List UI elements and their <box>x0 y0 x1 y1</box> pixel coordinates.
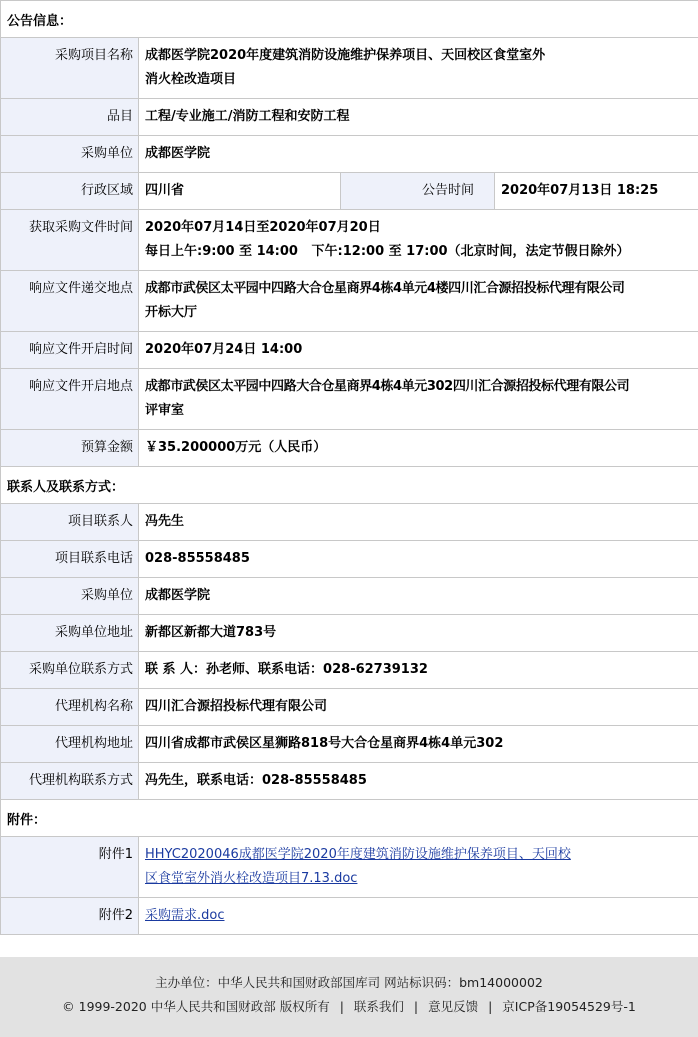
footer-separator: | <box>408 999 424 1014</box>
attachment-link-2[interactable]: 采购需求.doc <box>145 908 225 923</box>
project-name-label: 采购项目名称 <box>1 38 139 99</box>
contact-row <box>1 726 698 763</box>
contact-row <box>1 541 698 578</box>
footer-sponsor-line: 主办单位：中华人民共和国财政部国库司 网站标识码：bm14000002 <box>0 971 698 995</box>
row-budget <box>1 430 698 467</box>
region-value: 四川省 <box>139 173 341 210</box>
open-time-value: 2020年07月24日 14:00 <box>139 332 698 369</box>
project-name-value <box>139 38 698 99</box>
category-value: 工程/专业施工/消防工程和安防工程 <box>139 99 698 136</box>
open-place-line2: 评审室 <box>145 399 692 423</box>
submit-place-line2: 开标大厅 <box>145 301 692 325</box>
contact-label: 采购单位联系方式 <box>1 652 139 689</box>
row-region-time <box>1 173 698 210</box>
footer-separator: | <box>334 999 350 1014</box>
footer-feedback-link[interactable]: 意见反馈 <box>428 999 478 1014</box>
attachment-link-2-cell <box>139 898 698 935</box>
obtain-time-line2: 每日上午:9:00 至 14:00 下午:12:00 至 17:00（北京时间，法定节假日除外） <box>145 240 692 264</box>
row-purchaser <box>1 136 698 173</box>
attachment-label: 附件1 <box>1 837 139 898</box>
row-project-name <box>1 38 698 99</box>
site-footer <box>0 957 698 1037</box>
contact-label: 项目联系电话 <box>1 541 139 578</box>
open-place-line1: 成都市武侯区太平园中四路大合仓星商界4栋4单元302四川汇合源招投标代理有限公司 <box>145 375 692 399</box>
footer-copyright: © 1999-2020 中华人民共和国财政部 版权所有 <box>62 999 330 1014</box>
attachment-label: 附件2 <box>1 898 139 935</box>
contact-value: 成都医学院 <box>139 578 698 615</box>
contact-label: 代理机构名称 <box>1 689 139 726</box>
contact-row <box>1 615 698 652</box>
project-name-line2: 消火栓改造项目 <box>145 68 692 92</box>
open-place-label: 响应文件开启地点 <box>1 369 139 430</box>
attachments-section-title: 附件： <box>1 800 698 837</box>
purchaser-value: 成都医学院 <box>139 136 698 173</box>
contact-value: 新都区新都大道783号 <box>139 615 698 652</box>
publish-time-value: 2020年07月13日 18:25 <box>495 173 698 210</box>
contact-label: 采购单位地址 <box>1 615 139 652</box>
spacer <box>0 935 698 957</box>
attachment-link-1-line1[interactable]: HHYC2020046成都医学院2020年度建筑消防设施维护保养项目、天回校 <box>145 847 571 862</box>
submit-place-line1: 成都市武侯区太平园中四路大合仓星商界4栋4单元4楼四川汇合源招投标代理有限公司 <box>145 277 692 301</box>
obtain-time-value <box>139 210 698 271</box>
contact-value: 四川省成都市武侯区星狮路818号大合仓星商界4栋4单元302 <box>139 726 698 763</box>
contact-label: 项目联系人 <box>1 504 139 541</box>
open-time-label: 响应文件开启时间 <box>1 332 139 369</box>
budget-value: ￥35.200000万元（人民币） <box>139 430 698 467</box>
contact-row <box>1 504 698 541</box>
budget-label: 预算金额 <box>1 430 139 467</box>
contact-value: 冯先生，联系电话：028-85558485 <box>139 763 698 800</box>
submit-place-label: 响应文件递交地点 <box>1 271 139 332</box>
contact-value: 028-85558485 <box>139 541 698 578</box>
contact-label: 采购单位 <box>1 578 139 615</box>
contact-row <box>1 652 698 689</box>
attachment-link-1[interactable] <box>139 837 698 898</box>
project-name-line1: 成都医学院2020年度建筑消防设施维护保养项目、天回校区食堂室外 <box>145 44 692 68</box>
contact-row <box>1 689 698 726</box>
row-open-place <box>1 369 698 430</box>
footer-contact-link[interactable]: 联系我们 <box>354 999 404 1014</box>
contact-row <box>1 763 698 800</box>
attachment-row <box>1 837 698 898</box>
obtain-time-label: 获取采购文件时间 <box>1 210 139 271</box>
category-label: 品目 <box>1 99 139 136</box>
footer-separator: | <box>482 999 498 1014</box>
attachment-row <box>1 898 698 935</box>
row-obtain-time <box>1 210 698 271</box>
region-label: 行政区域 <box>1 173 139 210</box>
contact-label: 代理机构联系方式 <box>1 763 139 800</box>
row-open-time <box>1 332 698 369</box>
obtain-time-line1: 2020年07月14日至2020年07月20日 <box>145 216 692 240</box>
purchaser-label: 采购单位 <box>1 136 139 173</box>
attachment-link-1-line2[interactable]: 区食堂室外消火栓改造项目7.13.doc <box>145 871 357 886</box>
contact-value: 冯先生 <box>139 504 698 541</box>
publish-time-label: 公告时间 <box>341 173 495 210</box>
open-place-value <box>139 369 698 430</box>
footer-links-line <box>0 995 698 1019</box>
contact-row <box>1 578 698 615</box>
contact-value: 四川汇合源招投标代理有限公司 <box>139 689 698 726</box>
contact-value: 联 系 人：孙老师、联系电话：028-62739132 <box>139 652 698 689</box>
notice-section-title: 公告信息： <box>1 1 698 38</box>
footer-icp-link[interactable]: 京ICP备19054529号-1 <box>502 999 636 1014</box>
row-category <box>1 99 698 136</box>
contact-section-title: 联系人及联系方式： <box>1 467 698 504</box>
submit-place-value <box>139 271 698 332</box>
contact-label: 代理机构地址 <box>1 726 139 763</box>
row-submit-place <box>1 271 698 332</box>
